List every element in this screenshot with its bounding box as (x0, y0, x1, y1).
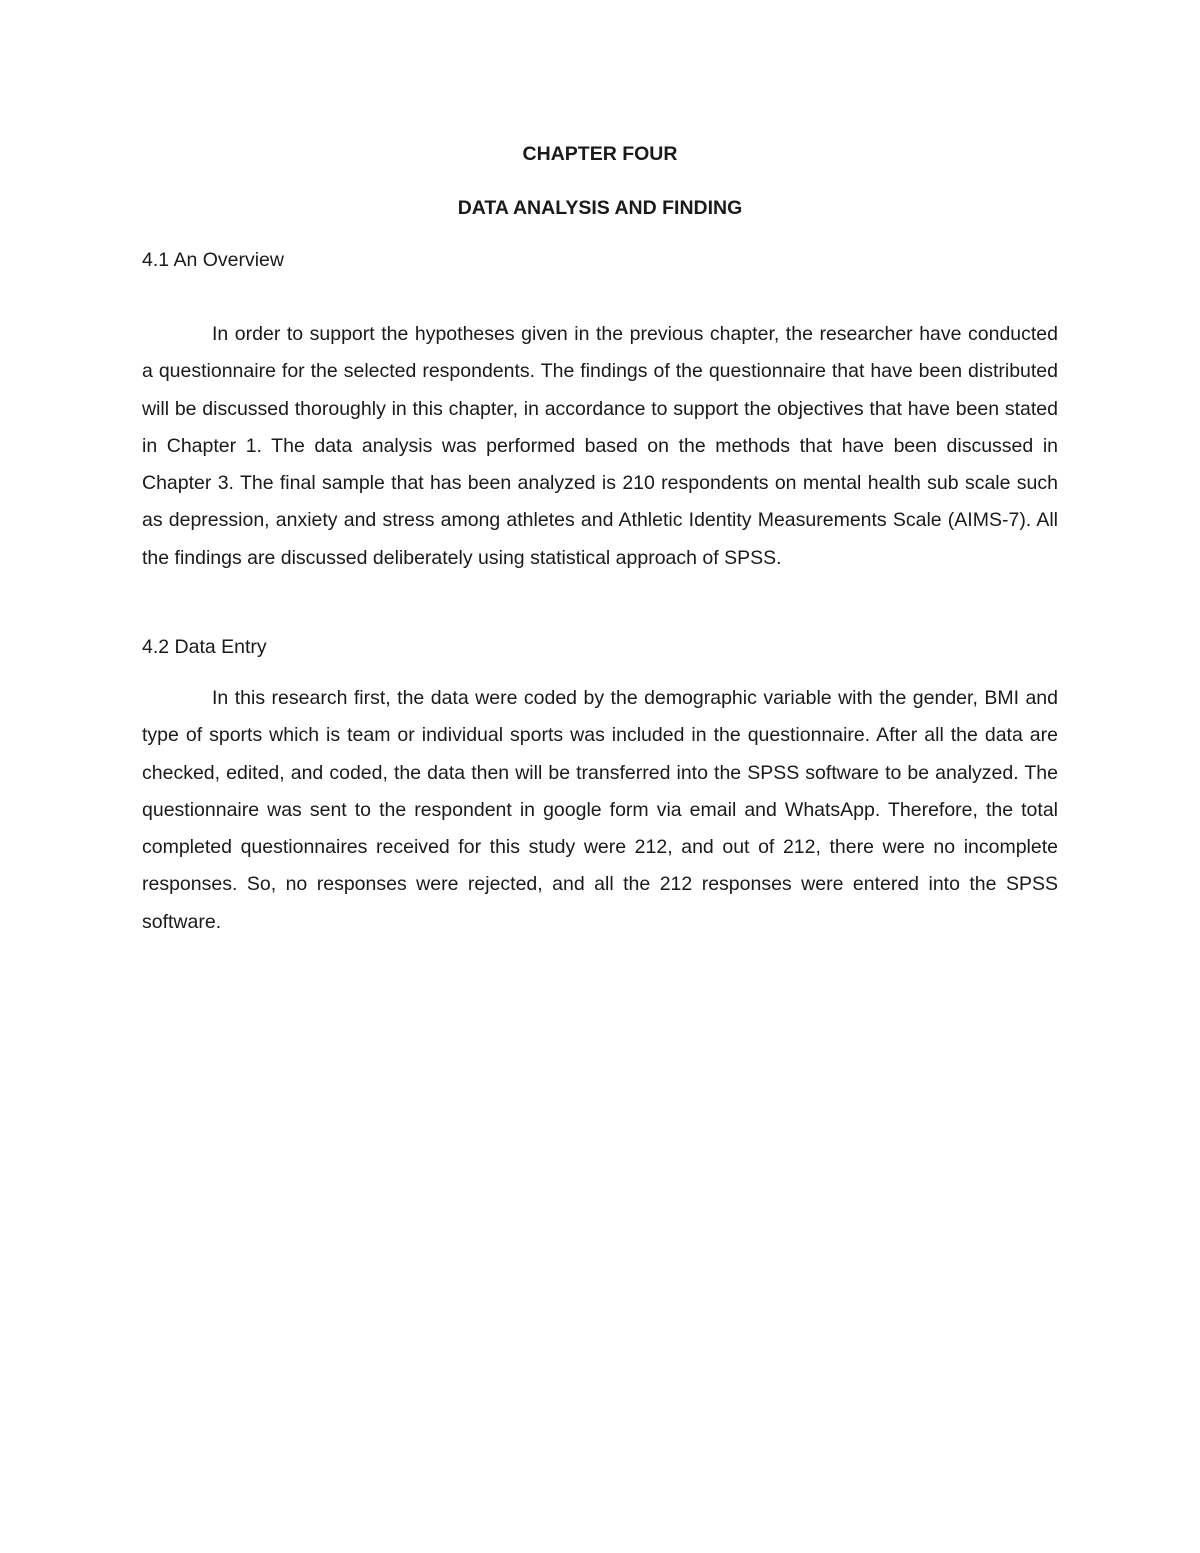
chapter-subtitle: DATA ANALYSIS AND FINDING (457, 197, 743, 219)
section-heading-overview: 4.1 An Overview (142, 249, 284, 271)
chapter-title: CHAPTER FOUR (522, 143, 678, 165)
section-paragraph-overview: In order to support the hypotheses given in the previous chapter, the researcher have conducted a questionnaire for the selected respondents. The findings of the questionnaire that have been distributed will be discussed thoroughly in this chapter, in accordance to support the objectives that have been stated in Chapter 1. The data analysis was performed based on the methods that have been discussed in Chapter 3. The final sample that has been analyzed is 210 respondents on mental health sub scale such as depression, anxiety and stress among athletes and Athletic Identity Measurements Scale (AIMS-7). All the findings are discussed deliberately using statistical approach of SPSS. (142, 323, 1058, 569)
section-heading-data-entry: 4.2 Data Entry (142, 636, 267, 658)
section-paragraph-data-entry: In this research first, the data were coded by the demographic variable with the gender, BMI and type of sports which is team or individual sports was included in the questionnaire. After all the data are checked, edited, and coded, the data then will be transferred into the SPSS software to be analyzed. The questionnaire was sent to the respondent in google form via email and WhatsApp. Therefore, the total completed questionnaires received for this study were 212, and out of 212, there were no incomplete responses. So, no responses were rejected, and all the 212 responses were entered into the SPSS software. (142, 687, 1058, 933)
